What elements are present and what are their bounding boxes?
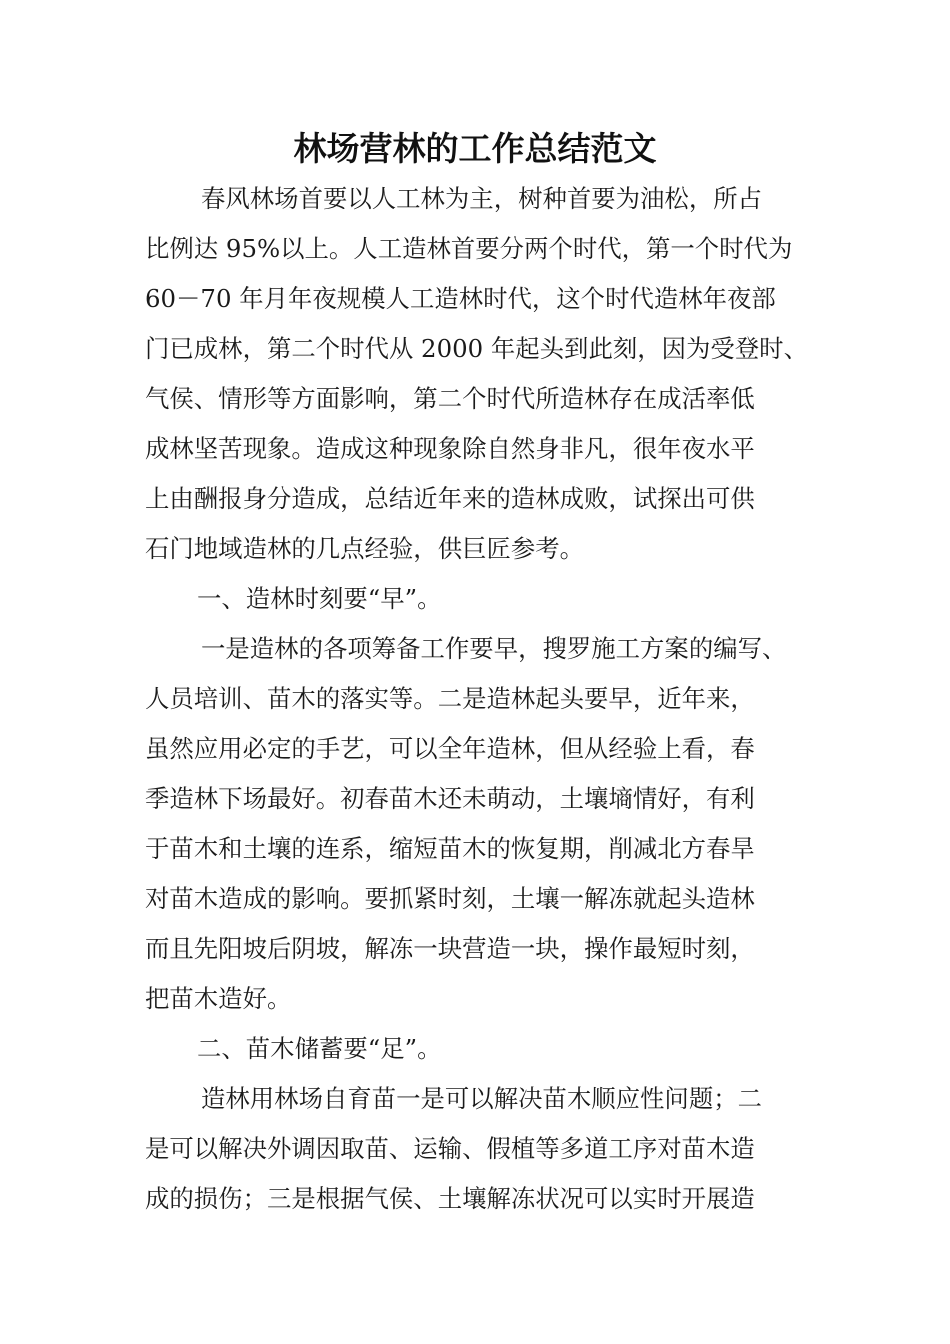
text-line: 季造林下场最好。初春苗木还未萌动，土壤墒情好，有利 xyxy=(145,784,755,813)
document-body xyxy=(145,174,817,1224)
section-heading-1 xyxy=(145,574,817,624)
text-line: 造林用林场自育苗一是可以解决苗木顺应性问题；二 xyxy=(201,1084,762,1113)
text-line: 门已成林，第二个时代从 2000 年起头到此刻，因为受登时、 xyxy=(145,334,808,363)
text-line: 把苗木造好。 xyxy=(145,984,292,1013)
paragraph-section-2 xyxy=(145,1074,817,1224)
text-line: 于苗木和土壤的连系，缩短苗木的恢复期，削减北方春旱 xyxy=(145,834,755,863)
text-line: 二、苗木储蓄要“足”。 xyxy=(197,1034,442,1063)
paragraph-section-1 xyxy=(145,624,817,1024)
text-line: 而且先阳坡后阴坡，解冻一块营造一块，操作最短时刻， xyxy=(145,934,755,963)
text-line: 石门地域造林的几点经验，供巨匠参考。 xyxy=(145,534,585,563)
paragraph-intro xyxy=(145,174,817,574)
text-line: 气侯、情形等方面影响，第二个时代所造林存在成活率低 xyxy=(145,384,755,413)
text-line: 比例达 95%以上。人工造林首要分两个时代，第一个时代为 xyxy=(145,234,793,263)
text-line: 60－70 年月年夜规模人工造林时代，这个时代造林年夜部 xyxy=(145,284,776,313)
text-line: 成的损伤；三是根据气侯、土壤解冻状况可以实时开展造 xyxy=(145,1184,755,1213)
text-line: 人员培训、苗木的落实等。二是造林起头要早，近年来， xyxy=(145,684,755,713)
text-line: 春风林场首要以人工林为主，树种首要为油松，所占 xyxy=(201,184,762,213)
text-line: 一是造林的各项筹备工作要早，搜罗施工方案的编写、 xyxy=(201,634,787,663)
section-heading-2 xyxy=(145,1024,817,1074)
text-line: 是可以解决外调因取苗、运输、假植等多道工序对苗木造 xyxy=(145,1134,755,1163)
text-line: 虽然应用必定的手艺，可以全年造林，但从经验上看，春 xyxy=(145,734,755,763)
text-line: 对苗木造成的影响。要抓紧时刻，土壤一解冻就起头造林 xyxy=(145,884,755,913)
text-line: 成林坚苦现象。造成这种现象除自然身非凡，很年夜水平 xyxy=(145,434,755,463)
document-title: 林场营林的工作总结范文 xyxy=(293,129,657,168)
text-line: 上由酬报身分造成，总结近年来的造林成败，试探出可供 xyxy=(145,484,755,513)
text-line: 一、造林时刻要“早”。 xyxy=(197,584,442,613)
